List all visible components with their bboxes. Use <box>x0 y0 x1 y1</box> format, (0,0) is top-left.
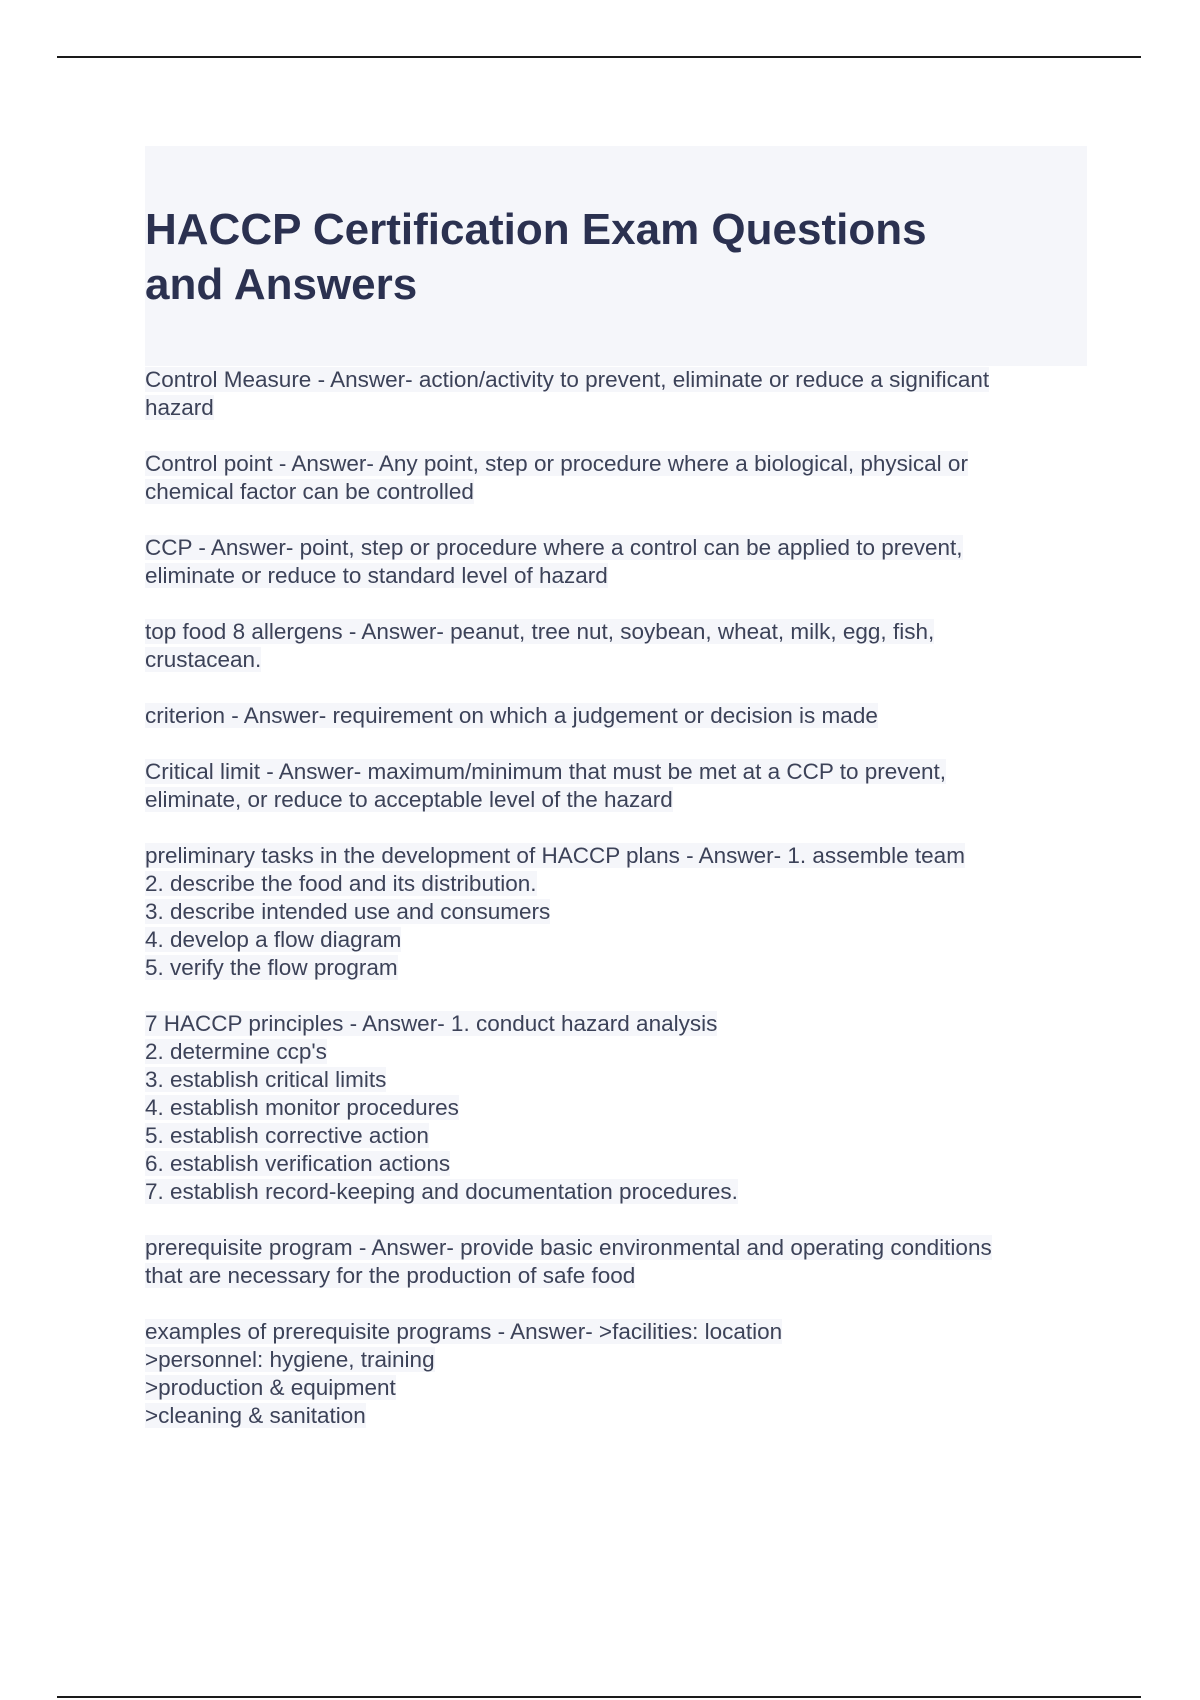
top-rule <box>57 56 1141 58</box>
qa-line-text: Critical limit - Answer- maximum/minimum that must be met at a CCP to prevent, <box>145 759 947 784</box>
qa-item <box>145 702 1087 730</box>
qa-line-text: eliminate, or reduce to acceptable level of the hazard <box>145 787 673 812</box>
qa-line-text: criterion - Answer- requirement on which a judgement or decision is made <box>145 703 878 728</box>
qa-line-text: 5. establish corrective action <box>145 1123 429 1148</box>
qa-line-text: top food 8 allergens - Answer- peanut, tree nut, soybean, wheat, milk, egg, fish, <box>145 619 935 644</box>
qa-line <box>145 478 1087 506</box>
qa-line <box>145 1122 1087 1150</box>
qa-line <box>145 366 1087 394</box>
qa-line-text: CCP - Answer- point, step or procedure where a control can be applied to prevent, <box>145 535 963 560</box>
qa-line <box>145 954 1087 982</box>
qa-line-text: >cleaning & sanitation <box>145 1403 366 1428</box>
qa-line <box>145 450 1087 478</box>
qa-line <box>145 1066 1087 1094</box>
qa-line <box>145 618 1087 646</box>
qa-line-text: examples of prerequisite programs - Answer- >facilities: location <box>145 1319 783 1344</box>
title-block <box>145 146 1087 366</box>
qa-line <box>145 646 1087 674</box>
qa-line <box>145 870 1087 898</box>
qa-line-text: >personnel: hygiene, training <box>145 1347 435 1372</box>
qa-line-text: 4. develop a flow diagram <box>145 927 402 952</box>
qa-line <box>145 394 1087 422</box>
qa-line <box>145 1262 1087 1290</box>
title-line: HACCP Certification Exam Questions <box>145 205 927 254</box>
qa-item <box>145 450 1087 506</box>
qa-line <box>145 758 1087 786</box>
qa-item <box>145 534 1087 590</box>
qa-line <box>145 1402 1087 1430</box>
qa-line <box>145 562 1087 590</box>
qa-line <box>145 786 1087 814</box>
qa-line <box>145 702 1087 730</box>
title-line: and Answers <box>145 260 418 309</box>
qa-line <box>145 1234 1087 1262</box>
qa-item <box>145 842 1087 982</box>
qa-line <box>145 1318 1087 1346</box>
qa-line-text: 7. establish record-keeping and documentation procedures. <box>145 1179 738 1204</box>
qa-line-text: Control point - Answer- Any point, step or procedure where a biological, physical or <box>145 451 968 476</box>
qa-item <box>145 366 1087 422</box>
qa-line-text: chemical factor can be controlled <box>145 479 474 504</box>
qa-line-text: >production & equipment <box>145 1375 396 1400</box>
qa-item <box>145 1234 1087 1290</box>
page-title <box>145 202 1045 312</box>
qa-line <box>145 1150 1087 1178</box>
qa-item <box>145 1318 1087 1430</box>
qa-line <box>145 926 1087 954</box>
qa-line-text: 6. establish verification actions <box>145 1151 451 1176</box>
qa-line <box>145 1178 1087 1206</box>
bottom-rule <box>57 1696 1141 1698</box>
qa-line <box>145 534 1087 562</box>
qa-line-text: that are necessary for the production of safe food <box>145 1263 636 1288</box>
qa-line <box>145 1346 1087 1374</box>
qa-line <box>145 1038 1087 1066</box>
qa-line <box>145 1374 1087 1402</box>
qa-line-text: eliminate or reduce to standard level of hazard <box>145 563 608 588</box>
qa-item <box>145 618 1087 674</box>
qa-line-text: Control Measure - Answer- action/activity to prevent, eliminate or reduce a significant <box>145 367 990 392</box>
qa-line-text: crustacean. <box>145 647 262 672</box>
qa-line-text: 2. describe the food and its distribution. <box>145 871 537 896</box>
qa-line <box>145 1094 1087 1122</box>
qa-line-text: 7 HACCP principles - Answer- 1. conduct hazard analysis <box>145 1011 718 1036</box>
qa-item <box>145 758 1087 814</box>
qa-line <box>145 1010 1087 1038</box>
qa-line-text: 3. describe intended use and consumers <box>145 899 551 924</box>
qa-line-text: 3. establish critical limits <box>145 1067 387 1092</box>
qa-line-text: 2. determine ccp's <box>145 1039 327 1064</box>
qa-item <box>145 1010 1087 1206</box>
qa-line-text: hazard <box>145 395 214 420</box>
qa-line-text: 4. establish monitor procedures <box>145 1095 459 1120</box>
qa-line-text: preliminary tasks in the development of HACCP plans - Answer- 1. assemble team <box>145 843 965 868</box>
qa-line <box>145 898 1087 926</box>
qa-line <box>145 842 1087 870</box>
qa-line-text: prerequisite program - Answer- provide basic environmental and operating conditions <box>145 1235 992 1260</box>
qa-line-text: 5. verify the flow program <box>145 955 398 980</box>
qa-list <box>145 366 1087 1458</box>
